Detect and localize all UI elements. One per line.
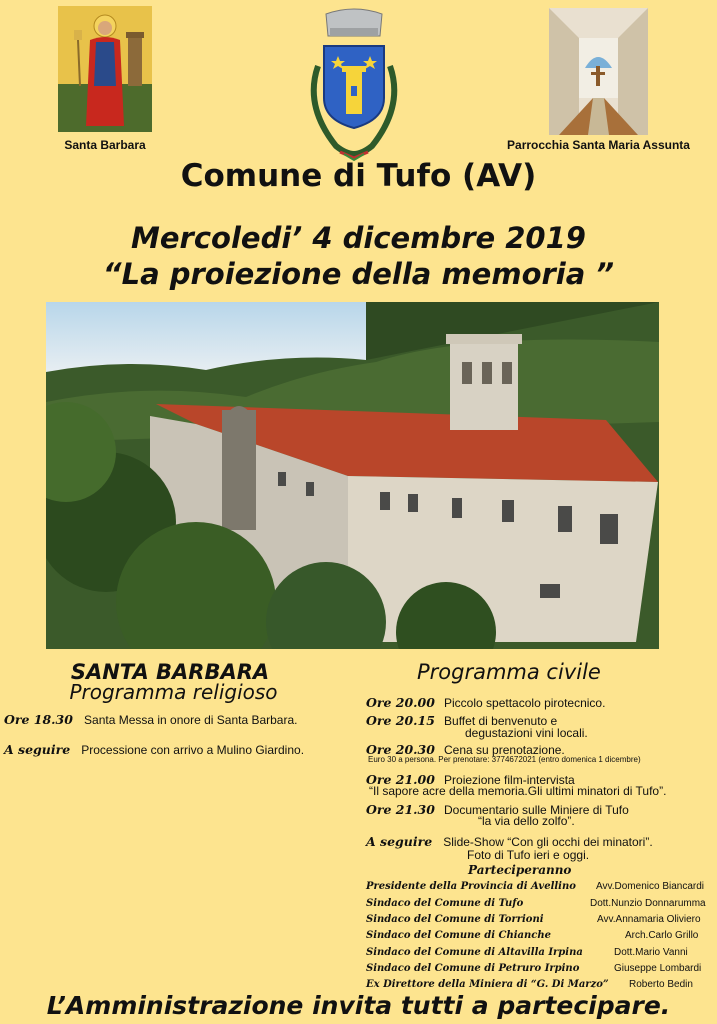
civil-text: Documentario sulle Miniere di Tufo <box>444 803 629 817</box>
civil-text-cont: Foto di Tufo ieri e oggi. <box>467 848 590 862</box>
guest-name: Avv.Annamaria Oliviero <box>597 914 701 925</box>
civil-time: Ore 21.30 <box>366 802 435 817</box>
religious-text: Processione con arrivo a Mulino Giardino. <box>81 743 305 757</box>
guest-role: Ex Direttore della Miniera di “G. Di Marzo” <box>366 979 609 990</box>
page-title: Comune di Tufo (AV) <box>180 158 537 194</box>
religious-heading: SANTA BARBARA <box>70 660 270 684</box>
parish-caption: Parrocchia Santa Maria Assunta <box>507 138 690 152</box>
civil-text-cont: degustazioni vini locali. <box>465 726 588 740</box>
civil-text-cont: “Il sapore acre della memoria.Gli ultimi minatori di Tufo”. <box>369 784 667 798</box>
church-interior-image <box>549 8 648 135</box>
guest-role: Presidente della Provincia di Avellino <box>366 881 576 892</box>
civil-text: Buffet di benvenuto e <box>444 714 558 728</box>
civil-item <box>366 692 605 711</box>
santa-barbara-image <box>58 6 152 132</box>
guest-role: Sindaco del Comune di Torrioni <box>366 914 544 925</box>
guest-role: Sindaco del Comune di Petruro Irpino <box>366 963 580 974</box>
civil-text: Cena su prenotazione. <box>444 743 565 757</box>
religious-subheading: Programma religioso <box>69 680 278 704</box>
mine-building-photo <box>46 302 659 649</box>
guest-role: Sindaco del Comune di Tufo <box>366 898 524 909</box>
guests-heading: Parteciperanno <box>468 863 572 877</box>
event-date: Mercoledi’ 4 dicembre 2019 <box>131 221 586 255</box>
civil-text-cont: “la via dello zolfo”. <box>478 814 575 828</box>
religious-item <box>4 739 304 758</box>
religious-item <box>4 709 297 728</box>
civil-time: Ore 20.00 <box>366 695 435 710</box>
booking-note: Euro 30 a persona. Per prenotare: 3774672021 (entro domenica 1 dicembre) <box>368 755 641 764</box>
religious-time: Ore 18.30 <box>4 712 73 727</box>
guest-name: Arch.Carlo Grillo <box>625 930 699 941</box>
civil-text: Piccolo spettacolo pirotecnico. <box>444 696 606 710</box>
event-name: “La proiezione della memoria ” <box>102 257 615 291</box>
santa-barbara-caption: Santa Barbara <box>64 138 146 152</box>
civil-time: Ore 20.30 <box>366 742 435 757</box>
civil-time: Ore 20.15 <box>366 713 435 728</box>
religious-text: Santa Messa in onore di Santa Barbara. <box>84 713 298 727</box>
civil-text: Slide-Show “Con gli occhi dei minatori”. <box>443 835 653 849</box>
footer-invite: L’Amministrazione invita tutti a partecipare. <box>46 991 671 1020</box>
civil-time: Ore 21.00 <box>366 772 435 787</box>
civil-heading: Programma civile <box>417 660 601 684</box>
religious-time: A seguire <box>4 742 71 757</box>
civil-time: A seguire <box>366 834 433 849</box>
guest-role: Sindaco del Comune di Chianche <box>366 930 552 941</box>
guest-role: Sindaco del Comune di Altavilla Irpina <box>366 947 583 958</box>
guest-name: Giuseppe Lombardi <box>614 963 702 974</box>
guest-name: Avv.Domenico Biancardi <box>596 881 705 892</box>
coat-of-arms <box>296 6 412 162</box>
civil-text: Proiezione film-intervista <box>444 773 575 787</box>
guest-name: Dott.Nunzio Donnarumma <box>590 898 706 909</box>
guest-name: Roberto Bedin <box>629 979 693 990</box>
guest-name: Dott.Mario Vanni <box>614 947 688 958</box>
